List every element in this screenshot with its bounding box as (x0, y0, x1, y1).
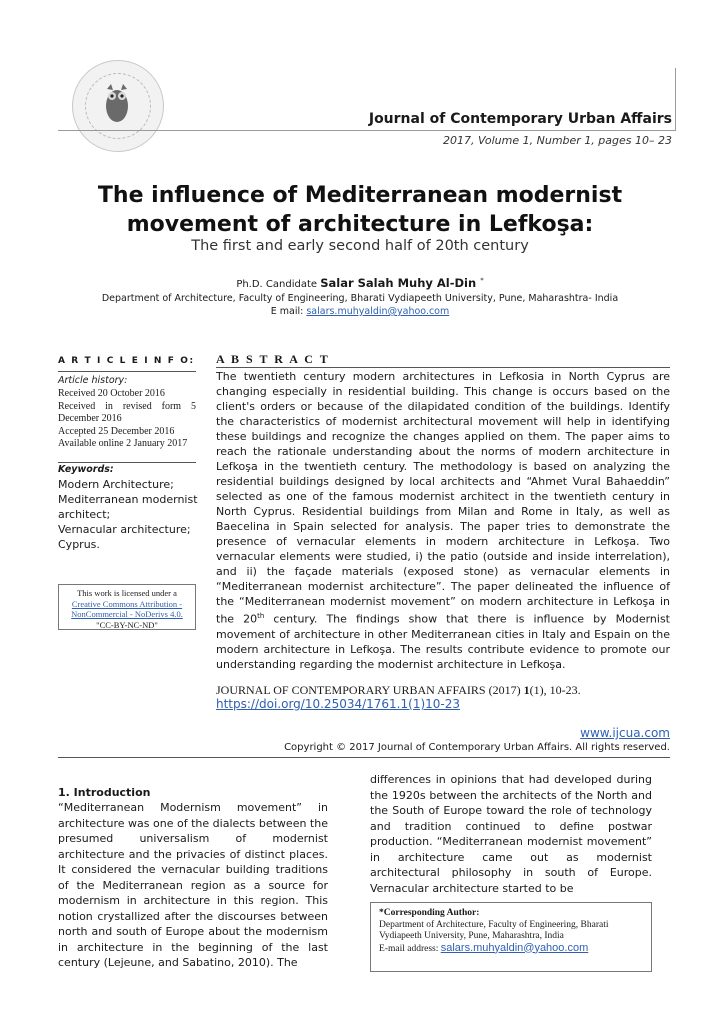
article-title (0, 181, 720, 239)
article-subtitle: The first and early second half of 20th century (191, 238, 529, 254)
author-email-label: E mail: (270, 306, 307, 317)
citation-suffix: (1), 10-23. (529, 683, 581, 697)
journal-issue: 2017, Volume 1, Number 1, pages 10– 23 (443, 134, 672, 147)
corresponding-email-label: E-mail address: (379, 943, 441, 954)
citation-line (216, 683, 581, 698)
introduction-heading: 1. Introduction (58, 786, 151, 799)
article-history-dates (58, 388, 196, 451)
website-line (580, 726, 670, 740)
body-separator-rule (58, 757, 670, 758)
article-info-heading: A R T I C L E I N F O: (58, 356, 195, 366)
article-history-label: Article history: (58, 375, 128, 386)
keyword-item: Mediterranean modernist architect; (58, 493, 198, 521)
history-date: Available online 2 January 2017 (58, 438, 188, 449)
owl-emblem-icon (102, 80, 132, 126)
author-prefix: Ph.D. Candidate (236, 279, 321, 290)
history-date: Received in revised form 5 December 2016 (58, 400, 196, 424)
keywords-label: Keywords: (58, 464, 114, 475)
keyword-item: Modern Architecture; (58, 478, 174, 491)
history-date: Received 20 October 2016 (58, 388, 165, 399)
doi-link[interactable]: https://doi.org/10.25034/1761.1(1)10-23 (216, 697, 461, 711)
corresponding-author-box (370, 902, 652, 972)
keywords-rule (58, 462, 196, 463)
abstract-text-part-2: century. The findings show that there is influence by Modernist movement of architecture in other Mediterranean cities in Italy and Espain on the modern architecture in Lefkoşa. The results contribute evidence to promote our understanding regarding the modernist architecture in Lefkoşa. (216, 612, 670, 671)
abstract-text (216, 369, 670, 672)
article-title-line-1: The influence of Mediterranean modernist (97, 183, 623, 208)
abstract-heading: A B S T R A C T (216, 352, 330, 366)
website-link[interactable]: www.ijcua.com (580, 726, 670, 740)
license-text: This work is licensed under a (77, 588, 177, 598)
introduction-column-2: differences in opinions that had developed during the 1920s between the architects of the North and the South of Europe toward the role of technology and tradition continued to define postwar production. “Mediterranean modernist movement” in architecture came out as modernist architectural philosophy in south of Europe. Vernacular architecture started to be (370, 773, 652, 895)
history-date: Accepted 25 December 2016 (58, 425, 175, 437)
author-name: Salar Salah Muhy Al-Din (320, 276, 481, 290)
author-department: Department of Architecture, Faculty of Engineering, Bharati Vydiapeeth University, Pune, Maharashtra- India (101, 293, 619, 304)
article-title-line-2: movement of architecture in Lefkoşa: (126, 212, 594, 237)
article-info-rule (58, 371, 196, 372)
abstract-rule (216, 367, 670, 368)
author-mark: * (480, 276, 484, 285)
license-code: "CC-BY-NC-ND" (96, 619, 158, 630)
header-vertical-rule (675, 68, 676, 130)
license-box (58, 584, 196, 630)
keyword-item: Cyprus. (58, 538, 100, 551)
keywords-list (58, 477, 198, 552)
header-horizontal-rule (58, 130, 676, 131)
doi-link-line (216, 697, 460, 711)
journal-name: Journal of Contemporary Urban Affairs (368, 111, 672, 127)
citation-prefix: JOURNAL OF CONTEMPORARY URBAN AFFAIRS (2017) (216, 683, 524, 697)
copyright-notice: Copyright © 2017 Journal of Contemporary Urban Affairs. All rights reserved. (284, 742, 670, 753)
abstract-text-part-1: The twentieth century modern architectures in Lefkosia in North Cyprus are changing especially in residential building. This change is occurs based on the client's orders or because of the dilapidated condition of the buildings. Identify the characteristics of modernist architectural movement will help in identifying these buildings and recognize the changes applied on them. The paper aims to reach the rationale understanding about the norms of modern architecture in Lefkoşa in the twentieth century. The methodology is based on analyzing the residential buildings designed by local architects and “Ahmet Vural Bahaeddin” selected as one of the famous modernist architect in the twentieth century in North Cyprus. Residential buildings from Milan and Rome in Italy, as well as Baecelina in Spain selected for analysis. The paper tries to demonstrate the presence of vernacular elements in modern architecture in Lefkoşa. Two vernacular elements were studied, i) the patio (outside and inside interrelation), and ii) the façade materials (exposed stone) as vernacular elements in “Mediterranean modernist architecture”. The paper delineated the influence of the “Mediterranean modernist movement” on modern architecture in Lefkoşa in the 20 (216, 370, 670, 626)
author-line (0, 276, 720, 290)
license-link[interactable]: Creative Commons Attribution - NonCommercial - NoDerivs 4.0. (71, 598, 183, 619)
author-email-link[interactable]: salars.muhyaldin@yahoo.com (306, 306, 450, 317)
author-email-line (0, 306, 720, 317)
corresponding-author-email-line (379, 943, 643, 956)
corresponding-email-link[interactable]: salars.muhyaldin@yahoo.com (440, 941, 589, 954)
abstract-text-superscript: th (257, 612, 265, 620)
corresponding-author-affiliation: Department of Architecture, Faculty of Engineering, Bharati Vydiapeeth University, Pune, Maharashtra, India (379, 919, 609, 941)
introduction-column-1: “Mediterranean Modernism movement” in architecture was one of the dialects between the presumed universalism of modernist architecture and the privacies of distinct places. It considered the vernacular building traditions of the Mediterranean region as a source for modernism in architecture in this region. This notion crystallized after the discourses between north and south of Europe about the modernism in architecture in the beginning of the last century (Lejeune, and Sabatino, 2010). The (58, 801, 328, 969)
citation-volume: 1 (523, 683, 530, 697)
corresponding-author-label: *Corresponding Author: (379, 908, 480, 918)
keyword-item: Vernacular architecture; (58, 523, 191, 536)
